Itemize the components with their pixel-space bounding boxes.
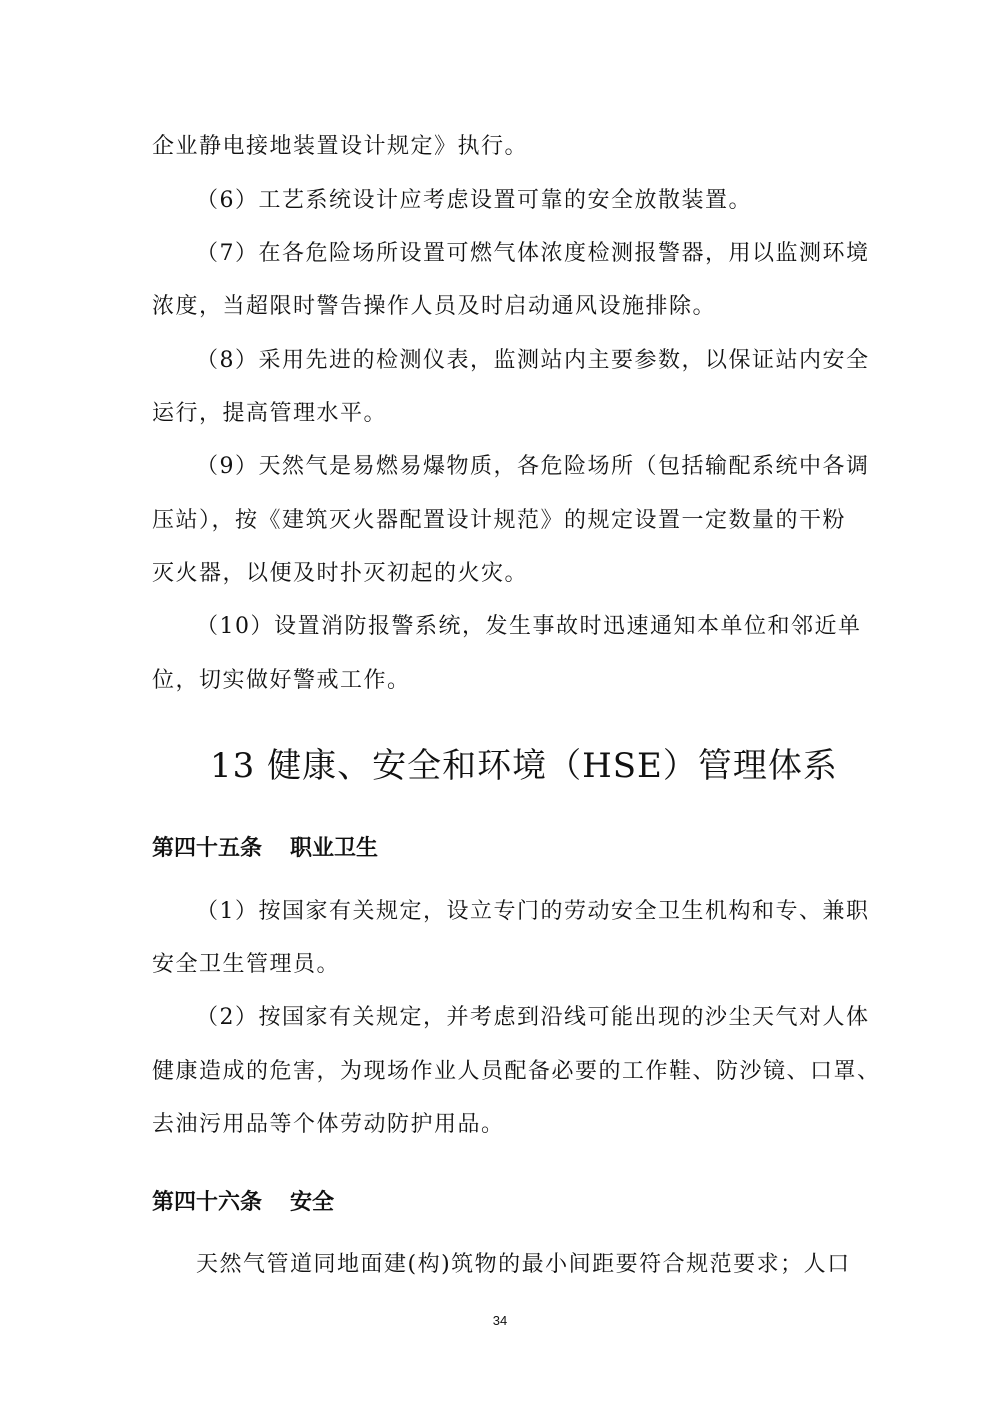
page-number: 34 [492,1313,508,1328]
body-text-line: （7）在各危险场所设置可燃气体浓度检测报警器，用以监测环境 [196,241,870,266]
body-text-line: （10）设置消防报警系统，发生事故时迅速通知本单位和邻近单 [196,614,862,639]
body-text-line: 安全卫生管理员。 [152,952,341,977]
body-text-line: （2）按国家有关规定，并考虑到沿线可能出现的沙尘天气对人体 [196,1005,870,1030]
body-text-line: 健康造成的危害，为现场作业人员配备必要的工作鞋、防沙镜、口罩、 [152,1059,881,1084]
article-heading-45 [152,834,378,864]
section-heading: 13 健康、安全和环境（HSE）管理体系 [210,746,838,786]
body-text-line: （9）天然气是易燃易爆物质，各危险场所（包括输配系统中各调 [196,454,870,479]
body-text-line: （6）工艺系统设计应考虑设置可靠的安全放散装置。 [196,188,752,213]
article-number: 第四十五条 [152,836,263,861]
body-text-line: （1）按国家有关规定，设立专门的劳动安全卫生机构和专、兼职 [196,899,870,924]
body-text-line: （8）采用先进的检测仪表，监测站内主要参数，以保证站内安全 [196,348,870,373]
body-text-line: 去油污用品等个体劳动防护用品。 [152,1112,505,1137]
body-text-line: 位，切实做好警戒工作。 [152,668,411,693]
article-title: 安全 [290,1190,335,1215]
body-text-line: 浓度，当超限时警告操作人员及时启动通风设施排除。 [152,294,717,319]
article-number: 第四十六条 [152,1190,263,1215]
article-title: 职业卫生 [290,836,379,861]
body-text-line: 灭火器，以便及时扑灭初起的火灾。 [152,561,529,586]
body-text-line: 天然气管道同地面建(构)筑物的最小间距要符合规范要求；人口 [196,1252,851,1277]
body-text-line: 运行，提高管理水平。 [152,401,388,426]
body-text-line: 压站），按《建筑灭火器配置设计规范》的规定设置一定数量的干粉 [152,508,847,533]
body-text-line: 企业静电接地装置设计规定》执行。 [152,134,529,159]
article-heading-46 [152,1188,334,1218]
